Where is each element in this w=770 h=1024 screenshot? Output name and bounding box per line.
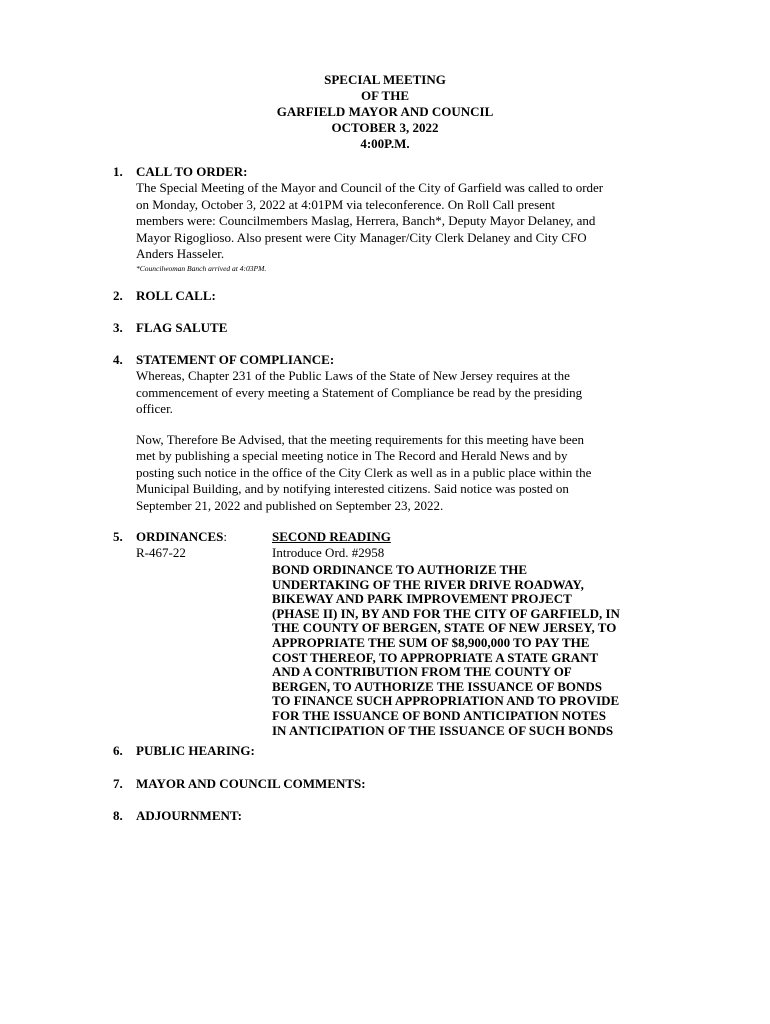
- bond-line: COST THEREOF, TO APPROPRIATE A STATE GRANT: [272, 649, 599, 665]
- bond-line: BERGEN, TO AUTHORIZE THE ISSUANCE OF BONDS: [272, 678, 603, 694]
- compliance-line: met by publishing a special meeting notice in The Record and Herald News and by: [136, 448, 568, 463]
- bond-line: BIKEWAY AND PARK IMPROVEMENT PROJECT: [272, 591, 572, 607]
- item-number: 7.: [113, 776, 123, 791]
- second-reading-title: SECOND READING: [272, 529, 391, 544]
- item-heading: ROLL CALL:: [136, 288, 216, 303]
- bond-line: APPROPRIATE THE SUM OF $8,900,000 TO PAY THE: [272, 634, 590, 650]
- compliance-line: posting such notice in the office of the City Clerk as well as in a public place within the: [136, 464, 592, 480]
- item-heading: PUBLIC HEARING:: [136, 743, 255, 758]
- meeting-header: [0, 72, 770, 152]
- introduce-ordinance: Introduce Ord. #2958: [272, 545, 385, 560]
- item-number: 4.: [113, 352, 123, 367]
- item-mayor-council-comments: [113, 776, 683, 792]
- header-line-5: 4:00P.M.: [360, 136, 410, 151]
- bond-line: UNDERTAKING OF THE RIVER DRIVE ROADWAY,: [272, 576, 584, 592]
- item-number: 6.: [113, 743, 123, 758]
- bond-line: BOND ORDINANCE TO AUTHORIZE THE: [272, 562, 528, 577]
- bond-line: FOR THE ISSUANCE OF BOND ANTICIPATION NOTES: [272, 707, 606, 723]
- call-to-order-line: Mayor Rigoglioso. Also present were City Manager/City Clerk Delaney and City CFO: [136, 229, 587, 245]
- item-call-to-order: [113, 164, 683, 274]
- call-to-order-line: Anders Hasseler.: [136, 246, 225, 261]
- bond-line: TO FINANCE SUCH APPROPRIATION AND TO PROVIDE: [272, 693, 620, 709]
- item-roll-call: [113, 288, 683, 304]
- compliance-line: Now, Therefore Be Advised, that the meeting requirements for this meeting have been: [136, 431, 584, 447]
- header-line-3: GARFIELD MAYOR AND COUNCIL: [276, 104, 494, 119]
- compliance-line: officer.: [136, 401, 173, 416]
- item-ordinances: [113, 529, 683, 739]
- item-flag-salute: [113, 320, 683, 336]
- item-number: 2.: [113, 288, 123, 303]
- item-heading: ADJOURNMENT:: [136, 808, 242, 823]
- bond-line: IN ANTICIPATION OF THE ISSUANCE OF SUCH BONDS: [272, 722, 614, 738]
- bond-line: THE COUNTY OF BERGEN, STATE OF NEW JERSEY, TO: [272, 620, 617, 636]
- call-to-order-line: members were: Councilmembers Maslag, Herrera, Banch*, Deputy Mayor Delaney, and: [136, 213, 596, 228]
- compliance-line: Municipal Building, and by notifying interested citizens. Said notice was posted on: [136, 481, 569, 496]
- compliance-line: September 21, 2022 and published on September 23, 2022.: [136, 497, 444, 513]
- item-adjournment: [113, 808, 683, 824]
- item-heading: CALL TO ORDER:: [136, 164, 248, 179]
- item-heading: STATEMENT OF COMPLIANCE:: [136, 352, 335, 367]
- bond-line: AND A CONTRIBUTION FROM THE COUNTY OF: [272, 664, 572, 680]
- footnote: *Councilwoman Banch arrived at 4:03PM.: [136, 263, 267, 273]
- call-to-order-line: on Monday, October 3, 2022 at 4:01PM via teleconference. On Roll Call present: [136, 196, 556, 212]
- call-to-order-line: The Special Meeting of the Mayor and Council of the City of Garfield was called to order: [136, 180, 604, 195]
- bond-ordinance-text: [272, 563, 692, 738]
- header-line-2: OF THE: [360, 88, 410, 103]
- resolution-number: R-467-22: [136, 545, 186, 560]
- item-number: 5.: [113, 529, 123, 544]
- item-statement-of-compliance: [113, 352, 683, 514]
- bond-line: (PHASE II) IN, BY AND FOR THE CITY OF GARFIELD, IN: [272, 605, 620, 621]
- item-heading: FLAG SALUTE: [136, 320, 228, 335]
- header-line-4: OCTOBER 3, 2022: [331, 120, 439, 135]
- compliance-line: Whereas, Chapter 231 of the Public Laws of the State of New Jersey requires at the: [136, 368, 570, 383]
- item-number: 3.: [113, 320, 123, 335]
- item-heading: MAYOR AND COUNCIL COMMENTS:: [136, 776, 366, 791]
- item-public-hearing: [113, 743, 683, 759]
- ordinances-heading: ORDINANCES:: [136, 529, 228, 544]
- compliance-line: commencement of every meeting a Statement of Compliance be read by the presiding: [136, 384, 583, 400]
- header-line-1: SPECIAL MEETING: [324, 72, 446, 87]
- item-number: 1.: [113, 164, 123, 179]
- item-number: 8.: [113, 808, 123, 823]
